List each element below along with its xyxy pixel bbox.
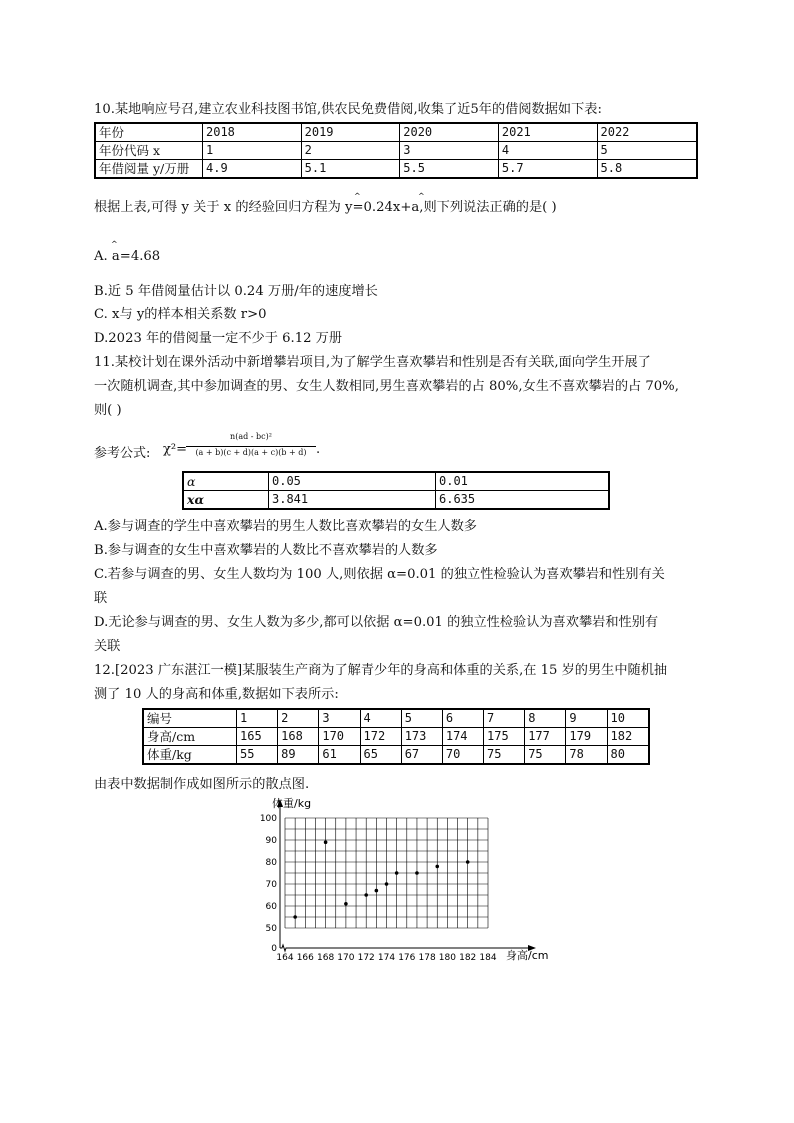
data-point: [364, 893, 368, 897]
data-point: [293, 915, 297, 919]
y-tick-label: 50: [265, 924, 277, 934]
table-cell: 3: [319, 709, 360, 728]
q10-option-a: A. a=4.68: [94, 249, 161, 264]
q11-table: [182, 471, 610, 510]
table-cell: 年份代码 x: [95, 142, 203, 160]
table-cell: 2022: [597, 123, 697, 142]
table-cell: 2019: [301, 123, 400, 142]
table-cell: 2: [301, 142, 400, 160]
table-cell: 182: [607, 728, 649, 746]
table-cell: 75: [484, 746, 525, 765]
table-cell: 78: [566, 746, 607, 765]
formula-end: .: [316, 442, 321, 457]
q11-option-d-cont: 关联: [94, 639, 121, 654]
table-cell: 1: [203, 142, 302, 160]
x-tick-label: 168: [317, 953, 335, 963]
data-point: [344, 902, 348, 906]
table-cell: 4: [498, 142, 597, 160]
table-cell: 9: [566, 709, 607, 728]
table-cell: 5.1: [301, 160, 400, 179]
table-cell: 4.9: [203, 160, 302, 179]
formula-lhs: χ²=: [163, 442, 187, 457]
table-cell: 0.05: [269, 472, 436, 491]
table-cell: 6: [442, 709, 483, 728]
table-row: [95, 123, 697, 142]
table-row: [143, 709, 649, 728]
q11-stem-line1: 11.某校计划在课外活动中新增攀岩项目,为了解学生喜欢攀岩和性别是否有关联,面向学生开展了: [94, 355, 651, 370]
table-cell: 0.01: [436, 472, 610, 491]
table-row: [143, 746, 649, 765]
q11-option-c: C.若参与调查的男、女生人数均为 100 人,则依据 α=0.01 的独立性检验认为喜欢攀岩和性别有关: [94, 567, 665, 582]
table-cell: 3: [400, 142, 499, 160]
q12-table: [142, 708, 650, 765]
table-cell: 67: [401, 746, 442, 765]
hat-mark-a-option: ^: [111, 240, 118, 249]
table-cell: 55: [237, 746, 278, 765]
y-tick-label: 70: [265, 880, 277, 890]
chart-grid: [285, 818, 488, 928]
x-tick-label: 174: [377, 953, 396, 963]
table-row: [143, 728, 649, 746]
table-cell: 80: [607, 746, 649, 765]
q11-option-a: A.参与调查的学生中喜欢攀岩的男生人数比喜欢攀岩的女生人数多: [94, 519, 477, 534]
data-point: [395, 871, 399, 875]
table-cell: 2020: [400, 123, 499, 142]
table-cell: 165: [237, 728, 278, 746]
x-tick-label: 178: [418, 953, 436, 963]
q11-option-c-cont: 联: [94, 591, 108, 606]
table-cell: 172: [360, 728, 401, 746]
table-cell: 5.5: [400, 160, 499, 179]
y-tick-label: 0: [271, 944, 277, 954]
q12-after-table: 由表中数据制作成如图所示的散点图.: [94, 777, 310, 792]
data-point: [466, 860, 470, 864]
q10-stem: 10.某地响应号召,建立农业科技图书馆,供农民免费借阅,收集了近5年的借阅数据如下表:: [94, 102, 602, 117]
table-cell: 4: [360, 709, 401, 728]
table-cell: 5: [401, 709, 442, 728]
x-axis-line: [280, 945, 528, 951]
table-cell: 70: [442, 746, 483, 765]
x-tick-label: 166: [296, 953, 314, 963]
hat-mark-a: ^: [418, 192, 425, 201]
table-cell: 174: [442, 728, 483, 746]
table-cell: 177: [525, 728, 566, 746]
table-cell: 2021: [498, 123, 597, 142]
q11-stem-line3: 则( ): [94, 403, 122, 418]
table-cell: 65: [360, 746, 401, 765]
table-cell: 7: [484, 709, 525, 728]
q10-table: [94, 122, 698, 179]
data-point: [385, 882, 389, 886]
x-tick-label: 184: [479, 953, 497, 963]
table-cell: 61: [319, 746, 360, 765]
table-cell: 编号: [143, 709, 237, 728]
x-tick-label: 172: [357, 953, 375, 963]
data-point: [324, 840, 328, 844]
table-row: [95, 142, 697, 160]
q12-stem-line1: 12.[2023 广东湛江一模]某服装生产商为了解青少年的身高和体重的关系,在 15 岁的男生中随机抽: [94, 663, 668, 678]
y-tick-label: 80: [265, 858, 277, 868]
formula-denominator: (a + b)(c + d)(a + c)(b + d): [195, 448, 307, 457]
table-row: [95, 160, 697, 179]
table-cell: 5.7: [498, 160, 597, 179]
table-cell: 体重/kg: [143, 746, 237, 765]
x-tick-label: 182: [459, 953, 477, 963]
table-row: [183, 491, 609, 510]
table-cell: 170: [319, 728, 360, 746]
table-cell: 1: [237, 709, 278, 728]
table-cell: 身高/cm: [143, 728, 237, 746]
table-cell: 168: [278, 728, 319, 746]
table-cell: 173: [401, 728, 442, 746]
data-point: [415, 871, 419, 875]
table-cell: 8: [525, 709, 566, 728]
x-tick-label: 180: [438, 953, 456, 963]
hat-mark-y: ^: [354, 192, 361, 201]
table-cell: xα: [183, 491, 269, 510]
q11-option-d: D.无论参与调查的男、女生人数为多少,都可以依据 α=0.01 的独立性检验认为喜欢攀岩和性别有: [94, 615, 659, 630]
q12-stem-line2: 测了 10 人的身高和体重,数据如下表所示:: [94, 687, 339, 702]
table-cell: 175: [484, 728, 525, 746]
table-cell: 2: [278, 709, 319, 728]
data-point: [375, 889, 379, 893]
data-point: [435, 865, 439, 869]
table-cell: 3.841: [269, 491, 436, 510]
scatter-chart: [240, 795, 560, 970]
chart-ylabel: 体重/kg: [272, 797, 312, 810]
q11-option-b: B.参与调查的女生中喜欢攀岩的人数比不喜欢攀岩的人数多: [94, 543, 438, 558]
x-tick-label: 164: [276, 953, 294, 963]
formula-label: 参考公式:: [94, 446, 151, 461]
table-cell: 2018: [203, 123, 302, 142]
y-tick-label: 100: [259, 814, 277, 824]
chart-points: [293, 840, 469, 918]
q10-option-d: D.2023 年的借阅量一定不少于 6.12 万册: [94, 331, 343, 346]
q10-option-c: C. x与 y的样本相关系数 r>0: [94, 307, 267, 322]
q11-stem-line2: 一次随机调查,其中参加调查的男、女生人数相同,男生喜欢攀岩的占 80%,女生不喜欢攀岩的占 70%,: [94, 379, 679, 394]
table-cell: 5.8: [597, 160, 697, 179]
table-cell: 年借阅量 y/万册: [95, 160, 203, 179]
chart-xlabel: 身高/cm: [506, 949, 549, 962]
table-cell: α: [183, 472, 269, 491]
y-tick-label: 60: [265, 902, 277, 912]
table-row: [183, 472, 609, 491]
formula-fraction-bar: [186, 446, 316, 447]
x-tick-label: 170: [337, 953, 355, 963]
table-cell: 6.635: [436, 491, 610, 510]
y-tick-label: 90: [265, 836, 277, 846]
table-cell: 179: [566, 728, 607, 746]
x-tick-label: 176: [398, 953, 416, 963]
q10-regression: 根据上表,可得 y 关于 x 的经验回归方程为 y=0.24x+a,则下列说法正确的是( ): [94, 200, 557, 215]
q10-option-b: B.近 5 年借阅量估计以 0.24 万册/年的速度增长: [94, 284, 378, 299]
table-cell: 89: [278, 746, 319, 765]
table-cell: 年份: [95, 123, 203, 142]
table-cell: 75: [525, 746, 566, 765]
table-cell: 10: [607, 709, 649, 728]
table-cell: 5: [597, 142, 697, 160]
formula-numerator: n(ad - bc)²: [230, 432, 272, 441]
